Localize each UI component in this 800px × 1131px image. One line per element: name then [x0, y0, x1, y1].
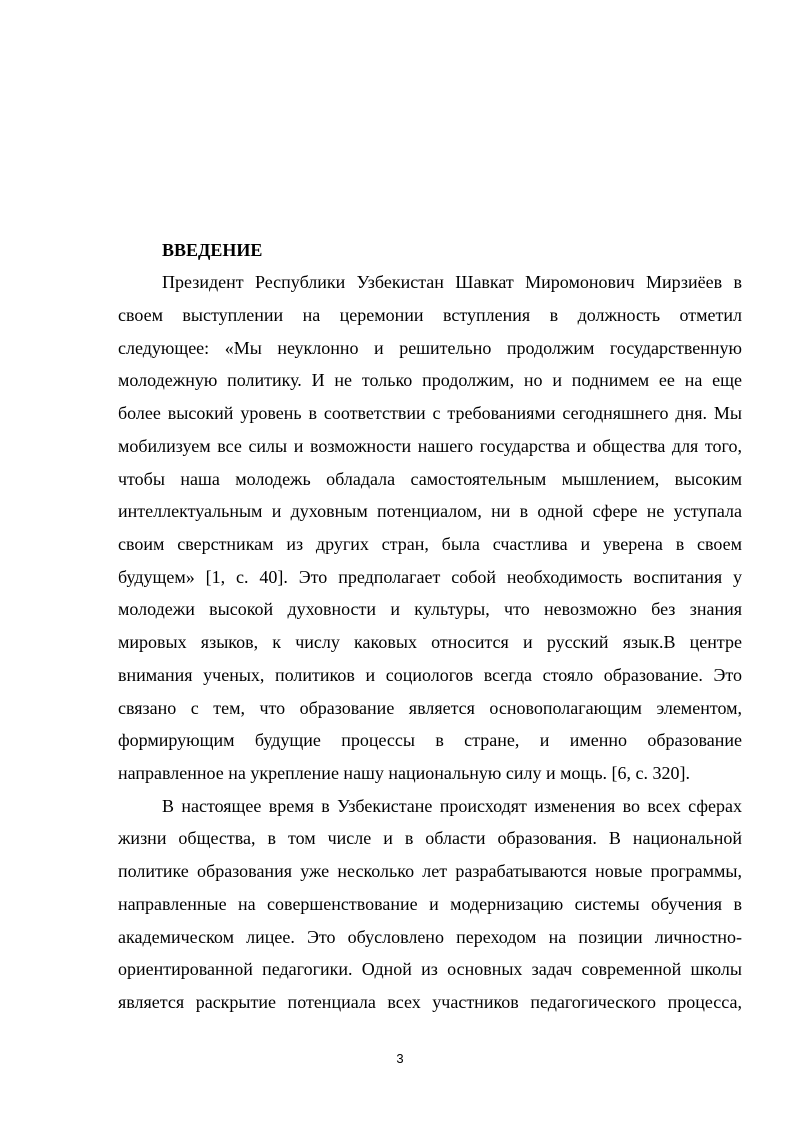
text-line: молодежи высокой духовности и культуры, что невозможно без знания [118, 599, 742, 619]
text-line: молодежную политику. И не только продолжим, но и поднимем ее на еще [118, 370, 742, 390]
text-line: мировых языков, к числу каковых относится и русский язык.В центре [118, 632, 742, 652]
text-line: Президент Республики Узбекистан Шавкат Миромонович Мирзиёев в [162, 272, 742, 292]
text-line: связано с тем, что образование является основополагающим элементом, [118, 698, 742, 718]
text-line: академическом лицее. Это обусловлено переходом на позиции личностно- [118, 927, 742, 947]
page-number: 3 [396, 1051, 404, 1066]
text-line: направленное на укрепление нашу национальную силу и мощь. [6, с. 320]. [118, 763, 691, 783]
text-line: формирующим будущие процессы в стране, и именно образование [118, 730, 742, 750]
text-line: следующее: «Мы неуклонно и решительно продолжим государственную [118, 338, 742, 358]
text-line: своем выступлении на церемонии вступления в должность отметил [118, 305, 742, 325]
text-line: жизни общества, в том числе и в области образования. В национальной [118, 828, 742, 848]
text-line: является раскрытие потенциала всех участников педагогического процесса, [118, 992, 742, 1012]
text-line: мобилизуем все силы и возможности нашего государства и общества для того, [118, 436, 742, 456]
text-line: направленные на совершенствование и модернизацию системы обучения в [118, 894, 742, 914]
text-line: интеллектуальным и духовным потенциалом, ни в одной сфере не уступала [118, 501, 742, 521]
text-line: ориентированной педагогики. Одной из основных задач современной школы [118, 959, 742, 979]
text-line: будущем» [1, с. 40]. Это предполагает собой необходимость воспитания у [118, 567, 742, 587]
text-line: внимания ученых, политиков и социологов всегда стояло образование. Это [118, 665, 742, 685]
text-line: более высокий уровень в соответствии с требованиями сегодняшнего дня. Мы [118, 403, 742, 423]
text-line: своим сверстникам из других стран, была счастлива и уверена в своем [118, 534, 742, 554]
section-heading: ВВЕДЕНИЕ [162, 240, 263, 260]
text-line: В настоящее время в Узбекистане происходят изменения во всех сферах [162, 796, 742, 816]
text-line: чтобы наша молодежь обладала самостоятельным мышлением, высоким [118, 469, 742, 489]
text-line: политике образования уже несколько лет разрабатываются новые программы, [118, 861, 742, 881]
